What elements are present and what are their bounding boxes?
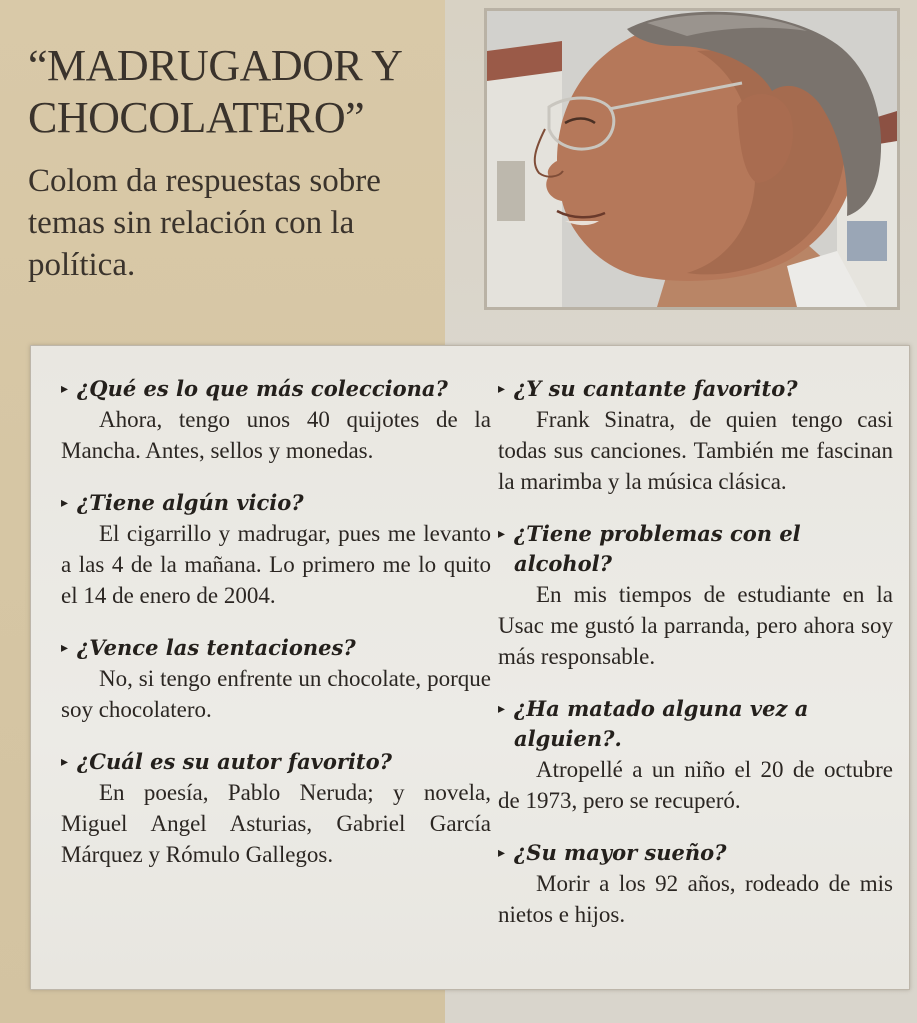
qa-panel (30, 345, 910, 990)
question (498, 519, 893, 579)
answer: En mis tiempos de estudiante en la Usac me gustó la parranda, pero ahora soy más responsable. (498, 582, 893, 669)
question (498, 694, 893, 754)
question-text: ¿Vence las tentaciones? (77, 635, 356, 660)
qa-column-right (498, 374, 893, 952)
question-text: ¿Su mayor sueño? (514, 840, 727, 865)
bullet-arrow-icon: ▸ (61, 495, 69, 511)
question-text: ¿Tiene algún vicio? (77, 490, 304, 515)
qa-item (61, 488, 493, 611)
bullet-arrow-icon: ▸ (498, 526, 506, 542)
question (498, 838, 893, 868)
answer: En poesía, Pablo Neruda; y novela, Miguel Angel Asturias, Gabriel García Márquez y Rómulo Gallegos. (61, 780, 491, 867)
question-text: ¿Cuál es su autor favorito? (77, 749, 392, 774)
question (61, 488, 493, 518)
bullet-arrow-icon: ▸ (498, 845, 506, 861)
headline: “MADRUGADOR Y CHOCOLATERO” (28, 41, 401, 142)
qa-item (61, 747, 493, 870)
bullet-arrow-icon: ▸ (61, 754, 69, 770)
portrait-photo (484, 8, 900, 310)
bullet-arrow-icon: ▸ (498, 701, 506, 717)
qa-item (498, 519, 893, 672)
question-text: ¿Qué es lo que más colecciona? (77, 376, 448, 401)
question (61, 747, 493, 777)
answer: Atropellé a un niño el 20 de octubre de 1973, pero se recuperó. (498, 757, 893, 813)
qa-column-left (61, 374, 493, 892)
question (61, 633, 493, 663)
bullet-arrow-icon: ▸ (498, 381, 506, 397)
question-text: ¿Y su cantante favorito? (514, 376, 798, 401)
answer: Frank Sinatra, de quien tengo casi todas sus canciones. También me fascinan la marimba y la música clásica. (498, 407, 893, 494)
answer: El cigarrillo y madrugar, pues me levanto a las 4 de la mañana. Lo primero me lo quito el 14 de enero de 2004. (61, 521, 491, 608)
qa-item (498, 838, 893, 930)
qa-item (498, 694, 893, 816)
question (498, 374, 893, 404)
qa-item (61, 633, 493, 725)
bullet-arrow-icon: ▸ (61, 381, 69, 397)
qa-item (498, 374, 893, 497)
question (61, 374, 493, 404)
bullet-arrow-icon: ▸ (61, 640, 69, 656)
answer: No, si tengo enfrente un chocolate, porque soy chocolatero. (61, 666, 491, 722)
answer: Morir a los 92 años, rodeado de mis nietos e hijos. (498, 871, 893, 927)
answer: Ahora, tengo unos 40 quijotes de la Mancha. Antes, sellos y monedas. (61, 407, 491, 463)
qa-item (61, 374, 493, 466)
question-text: ¿Tiene problemas con el alcohol? (514, 521, 801, 576)
subhead: Colom da respuestas sobre temas sin relación con la política. (28, 163, 381, 283)
question-text: ¿Ha matado alguna vez a alguien?. (514, 696, 809, 751)
